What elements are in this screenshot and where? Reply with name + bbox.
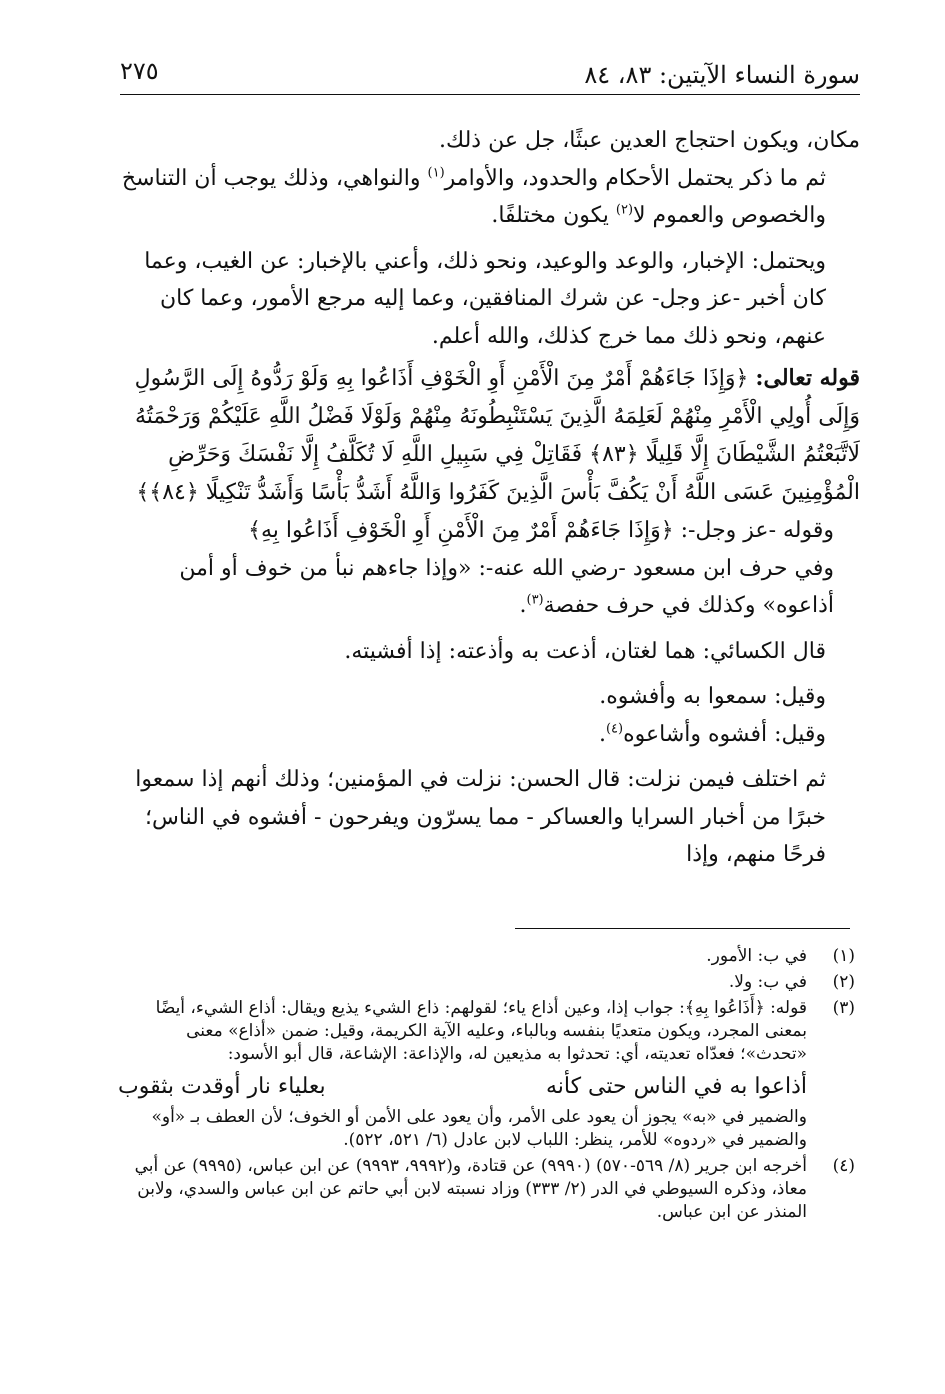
footnote-number: (٤) (832, 1156, 855, 1176)
poem-first-hemistich: أذاعوا به في الناس حتى كأنه (545, 1074, 807, 1099)
footnote-number: (١) (832, 946, 855, 966)
paragraph-3: ويحتمل: الإخبار، والوعد والوعيد، ونحو ذلك، وأعني بالإخبار: عن الغيب، وعما كان أخبر -عز وجل- عن شرك المنافقين، وعما إليه مرجع الأمور، وعما كان عنهم، ونحو ذلك مما خرج كذلك، والله أعلم. (144, 248, 826, 349)
paragraph-1: مكان، ويكون احتجاج العدين عبثًا، جل عن ذلك. (439, 128, 860, 153)
footnote-text: قوله: ﴿أَذَاعُوا بِهِ﴾: جواب إذا، وعين أذاع ياء؛ لقولهم: ذاع الشيء يذيع ويقال: أذاع الشيء، أيضًا بمعنى المجرد، ويكون متعديًا بنفسه وبالباء، وعليه الآية الكريمة، وقيل: ضمن «أذاع» معنى «تحدث»؛ فعدّاه تعديته، أي: تحدثوا به مذيعين له، والإذاعة: الإشاعة، قال أبو الأسود: (155, 998, 807, 1064)
running-title: سورة النساء الآيتين: ٨٣، ٨٤ (584, 61, 860, 89)
poetry-verse (118, 1072, 807, 1102)
paragraph-6: وفي حرف ابن مسعود -رضي الله عنه-: «وإذا جاءهم نبأ من خوف أو أمن أذاعوه» وكذلك في حرف حفصة$^{(٣)}$. (179, 555, 834, 618)
footnote-number: (٢) (832, 972, 855, 992)
footnote-text: في ب: الأمور. (706, 946, 807, 966)
footnote-4 (118, 1155, 855, 1224)
paragraph-2: ثم ما ذكر يحتمل الأحكام والحدود، والأوامر$^{(١)}$ والنواهي، وذلك يوجب أن التناسخ والخصوص والعموم لا$^{(٢)}$ يكون مختلفًا. (121, 165, 826, 228)
footnote-text: أخرجه ابن جرير (٨/ ٥٦٩-٥٧٠) (٩٩٩٠) عن قتادة، و(٩٩٩٢، ٩٩٩٣) عن ابن عباس، (٩٩٩٥) عن أبي معاذ، وذكره السيوطي في الدر (٢/ ٣٣٣) وزاد نسبته لابن أبي حاتم عن ابن عباس والسدي، ولابن المنذر عن ابن عباس. (134, 1156, 807, 1222)
main-text (120, 122, 860, 874)
footnote-2 (118, 971, 855, 994)
paragraph-7: قال الكسائي: هما لغتان، أذعت به وأذعته: إذا أفشيته. (344, 638, 826, 664)
footnote-1 (118, 945, 855, 968)
footnote-ref-3[interactable]: (٣) (526, 592, 544, 608)
quran-verse-block (120, 359, 860, 512)
footnote-ref-1[interactable]: (١) (427, 165, 445, 181)
footnote-text: في ب: ولا. (728, 972, 807, 992)
verse-text: ﴿وَإِذَا جَاءَهُمْ أَمْرٌ مِنَ الْأَمْنِ أَوِ الْخَوْفِ أَذَاعُوا بِهِ وَلَوْ رَدُّوهُ إِلَى الرَّسُولِ وَإِلَى أُولِي الْأَمْرِ مِنْهُمْ لَعَلِمَهُ الَّذِينَ يَسْتَنْبِطُونَهُ مِنْهُمْ وَلَوْلَا فَضْلُ اللَّهِ عَلَيْكُمْ وَرَحْمَتُهُ لَاتَّبَعْتُمُ الشَّيْطَانَ إِلَّا قَلِيلًا ﴿٨٣﴾ فَقَاتِلْ فِي سَبِيلِ اللَّهِ لَا تُكَلَّفُ إِلَّا نَفْسَكَ وَحَرِّضِ الْمُؤْمِنِينَ عَسَى اللَّهُ أَنْ يَكُفَّ بَأْسَ الَّذِينَ كَفَرُوا وَاللَّهُ أَشَدُّ بَأْسًا وَأَشَدُّ تَنْكِيلًا ﴿٨٤﴾﴾ (134, 366, 860, 505)
page-number: ٢٧٥ (120, 57, 159, 85)
paragraph-9: وقيل: أفشوه وأشاعوه$^{(٤)}$. (598, 721, 826, 747)
footnote-3 (118, 997, 855, 1152)
footnotes (118, 945, 855, 1227)
footnote-number: (٣) (832, 998, 855, 1018)
page-header (120, 52, 860, 95)
poem-second-hemistich: بعلياء نار أوقدت بثقوب (118, 1074, 326, 1099)
footnote-divider (515, 928, 850, 929)
footnote-text-continued: والضمير في «به» يجوز أن يعود على الأمر، وأن يعود على الأمن أو الخوف؛ لأن العطف بـ «أو» والضمير في «ردوه» للأمر، ينظر: اللباب لابن عادل (٦/ ٥٢١، ٥٢٢). (151, 1107, 807, 1150)
verse-label: قوله تعالى: (755, 365, 860, 391)
footnote-ref-2[interactable]: (٢) (615, 202, 634, 218)
paragraph-5: وقوله -عز وجل-: ﴿وَإِذَا جَاءَهُمْ أَمْرٌ مِنَ الْأَمْنِ أَوِ الْخَوْفِ أَذَاعُوا بِهِ﴾ (248, 518, 834, 543)
paragraph-10: ثم اختلف فيمن نزلت: قال الحسن: نزلت في المؤمنين؛ وذلك أنهم إذا سمعوا خبرًا من أخبار السرايا والعساكر - مما يسرّون ويفرحون - أفشوه في الناس؛ فرحًا منهم، وإذا (135, 767, 826, 867)
footnote-ref-4[interactable]: (٤) (605, 721, 624, 737)
paragraph-8: وقيل: سمعوا به وأفشوه. (599, 684, 826, 709)
